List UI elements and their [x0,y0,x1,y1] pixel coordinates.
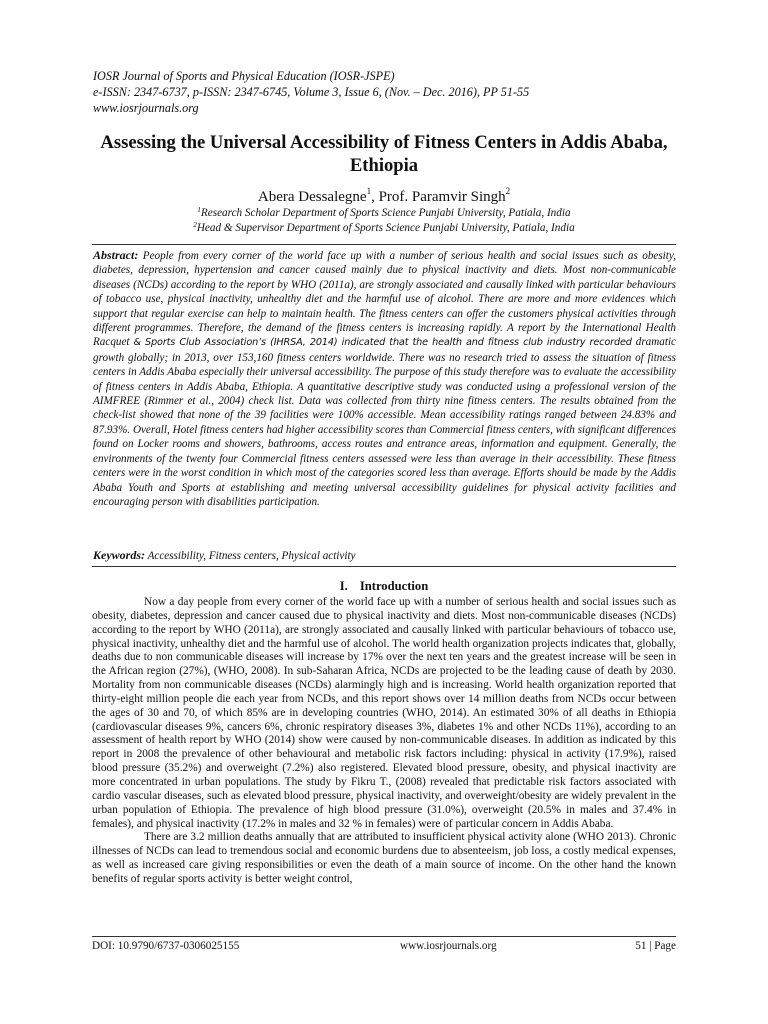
author-list [88,188,680,207]
affiliation [88,221,680,236]
paragraph: There are 3.2 million deaths annually that are attributed to insufficient physical activity alone (WHO 2013). Chronic illnesses of NCDs can lead to tremendous social and economic burdens due to absenteeism, job loss, a costly medical expenses, as well as increased care giving responsibilities or even the death of a main source of income. On the other hand the known benefits of regular sports activity is better weight control, [92,831,676,885]
author-separator: , [371,189,379,205]
keywords [93,547,676,564]
abstract-text: dramatic growth globally; in 2013, over 153,160 fitness centers worldwide. There was no research tried to assess the situation of fitness centers in Addis Ababa especially their universal accessibility. The purpose of this study therefore was to evaluate the accessibility of fitness centers in Addis Ababa, Ethiopia. A quantitative descriptive study was conducted using a professional version of the AIMFREE (Rimmer et al., 2004) check list. Data was collected from thirty nine fitness centers. The results obtained from the check-list showed that none of the 39 facilities were 100% accessible. Mean accessibility ratings ranged between 24.83% and 87.93%. Overall, Hotel fitness centers had higher accessibility scores than Commercial fitness centers, with significant differences found on Locker rooms and showers, bathrooms, access routes and entrance areas, information and equipment. Generally, the environments of the twenty four Commercial fitness centers assessed were less than average in their accessibility. These fitness centers were in the worst condition in which most of the categories scored less than average. Efforts should be made by the Addis Ababa Youth and Sports at establishing and meeting universal accessibility guidelines for physical activity facilities and encouraging person with disabilities participation. [93,336,676,508]
body-text [92,596,676,887]
journal-name: IOSR Journal of Sports and Physical Education (IOSR-JSPE) [93,69,395,83]
journal-header [93,68,693,116]
affiliation-text: Head & Supervisor Department of Sports Science Punjabi University, Patiala, India [196,222,575,234]
section-title: Introduction [359,579,429,593]
author-name: Prof. Paramvir Singh [378,189,506,205]
abstract-bottom-rule [92,566,676,567]
journal-website: www.iosrjournals.org [93,101,199,115]
abstract-top-rule [92,244,676,245]
section-heading [92,579,676,594]
footer-website: www.iosrjournals.org [400,940,497,952]
keywords-label: Keywords: [93,548,145,562]
footer-rule [92,936,676,937]
footer-doi: DOI: 10.9790/6737-0306025155 [92,940,240,952]
abstract-text: People from every corner of the world face up with a number of serious health and social issues such as obesity, diabetes, depression, hypertension and cancer caused mainly due to physical inactivity and diets. Most non-communicable diseases (NCDs) according to the report by WHO (2011a), are strongly associated and causally linked with particular behaviours of tobacco use, physical inactivity, unhealthy diet and the harmful use of alcohol. There are more and more evidences which support that regular exercise can help to maintain health. The fitness centers can offer the customers physical activities through different programmes. Therefore, the demand of the fitness centers is increasing rapidly. A report by the International Health Racquet [93,250,676,349]
author-name: Abera Dessalegne [257,189,367,205]
abstract-label: Abstract: [93,248,139,262]
keywords-text: Accessibility, Fitness centers, Physical activity [145,550,356,562]
affiliation-list [88,206,680,236]
affiliation [88,206,680,221]
page-footer [92,939,676,955]
paper-title: Assessing the Universal Accessibility of Fitness Centers in Addis Ababa, Ethiopia [100,132,668,176]
section-number: I. [339,579,348,593]
page-number: 51 | Page [635,940,676,952]
paragraph: Now a day people from every corner of the world face up with a number of serious health and social issues such as obesity, diabetes, depression and cancer caused due to physical inactivity and diets. Most non-communicable diseases (NCDs) according to the report by WHO (2011a), are strongly associated and causally linked with particular behaviours of tobacco use, physical inactivity, unhealthy diet and the harmful use of alcohol. The world health organization projects indicates that, globally, deaths due to non communicable diseases will increase by 17% over the next ten years and the greatest increase will be seen in the African region (27%), (WHO, 2008). In sub-Saharan Africa, NCDs are projected to be the leading cause of death by 2030. Mortality from non communicable diseases (NCDs) alarmingly high and is increasing. World health organization reported that thirty-eight million people die each year from NCDs, and this report shows over 14 million deaths from NCDs occur between the ages of 30 and 70, of which 85% are in developing countries (WHO, 2014). An estimated 30% of all deaths in Ethiopia (cardiovascular diseases 9%, cancers 6%, chronic respiratory diseases 3%, diabetes 1% and other NCDs 11%), according to an assessment of health report by WHO (2014) show were caused by non-communicable diseases. In addition as indicated by this report in 2008 the prevalence of other behavioural and metabolic risk factors including: physical in activity (17.9%), raised blood pressure (35.2%) and overweight (7.2%) also registered. Elevated blood pressure, obesity, and physical inactivity are more concentrated in urban populations. The study by Fikru T., (2008) revealed that predictable risk factors associated with cardio vascular diseases, such as elevated blood pressure, physical inactivity, and overweight/obesity are widely prevalent in the urban population of Ethiopia. The prevalence of high blood pressure (31.0%), overweight (20.5% in males and 37.4% in females), and physical inactivity (17.2% in males and 32 % in females) were of particular concern in Addis Ababa. [92,596,676,830]
abstract [93,248,676,509]
author-affiliation-mark: 1 [366,186,372,196]
affiliation-mark: 1 [197,206,201,214]
affiliation-mark: 2 [193,221,197,229]
abstract-text-sans: & Sports Club Association’s (IHRSA, 2014) indicated that the health and fitness club industry recorded [133,337,632,349]
author-affiliation-mark: 2 [505,186,511,196]
journal-issn: e-ISSN: 2347-6737, p-ISSN: 2347-6745, Volume 3, Issue 6, (Nov. – Dec. 2016), PP 51-55 [93,85,530,99]
affiliation-text: Research Scholar Department of Sports Science Punjabi University, Patiala, India [200,207,571,219]
